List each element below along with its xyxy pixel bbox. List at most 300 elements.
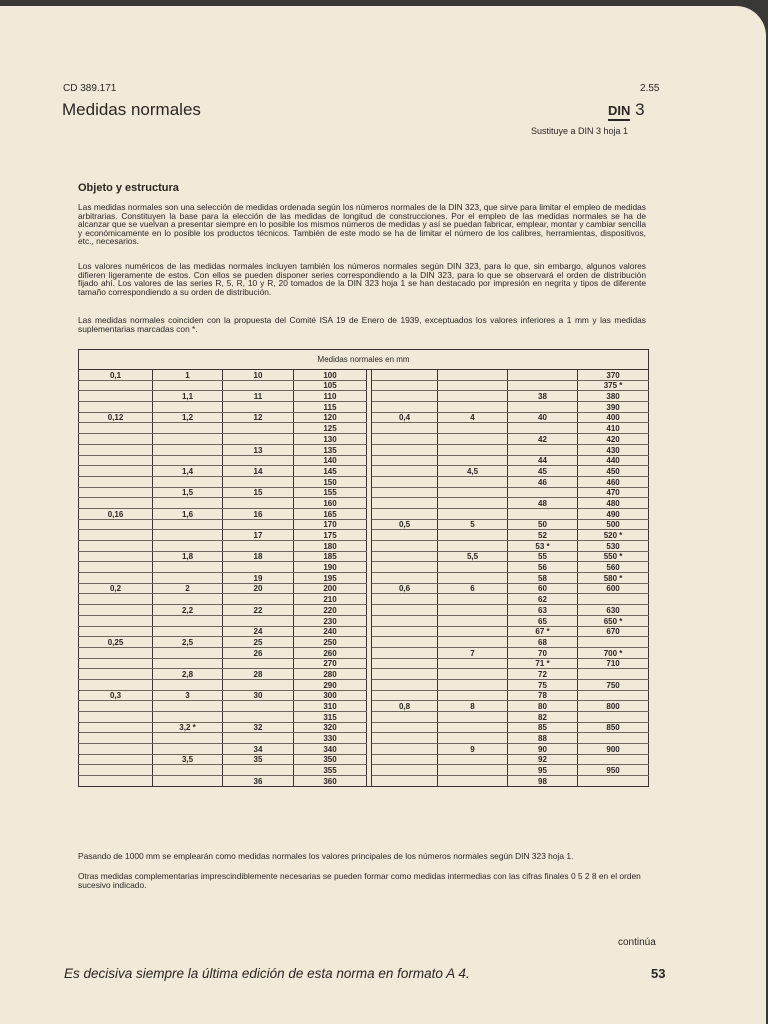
- table-row: [79, 562, 649, 573]
- table-cell: 170: [294, 519, 367, 530]
- table-cell: 2,2: [153, 605, 223, 616]
- table-cell: [438, 487, 508, 498]
- table-cell: [438, 776, 508, 787]
- table-cell: 9: [438, 744, 508, 755]
- table-cell: 58: [508, 573, 578, 584]
- table-cell: [372, 551, 438, 562]
- table-cell: 4: [438, 412, 508, 423]
- table-cell: 75: [508, 679, 578, 690]
- table-cell: 8: [438, 701, 508, 712]
- table-cell: 18: [223, 551, 294, 562]
- table-cell: 30: [223, 690, 294, 701]
- table-row: [79, 626, 649, 637]
- table-cell: 520 *: [578, 530, 649, 541]
- table-row: [79, 541, 649, 552]
- table-cell: 130: [294, 434, 367, 445]
- table-cell: 3: [153, 690, 223, 701]
- table-cell: 550 *: [578, 551, 649, 562]
- table-cell: [372, 562, 438, 573]
- table-row: [79, 519, 649, 530]
- table-cell: 315: [294, 712, 367, 723]
- table-cell: [438, 733, 508, 744]
- table-row: [79, 712, 649, 723]
- table-row: [79, 466, 649, 477]
- table-cell: 175: [294, 530, 367, 541]
- table-cell: 1,4: [153, 466, 223, 477]
- table-cell: 450: [578, 466, 649, 477]
- table-cell: 63: [508, 605, 578, 616]
- table-cell: 700 *: [578, 647, 649, 658]
- continues-label: continúa: [618, 937, 656, 948]
- table-cell: [79, 530, 153, 541]
- paragraph: Las medidas normales coinciden con la propuesta del Comité ISA 19 de Enero de 1939, exceptuados los valores inferiores a 1 mm y las medidas suplementarias marcadas con *.: [78, 315, 646, 334]
- table-cell: 16: [223, 508, 294, 519]
- table-cell: [79, 391, 153, 402]
- paragraph: Las medidas normales son una selección de medidas ordenada según los números normales de la DIN 323, que sirve para limitar el empleo de medidas arbitrarias. Constituyen la base para la elección de las medidas de longitud de construcciones. Por el empleo de las medidas normales se ha de alcanzar que se vuelvan a presentar siempre en lo posible los mismos números de medidas y así se puedan fabricar, emplear, montar y cambiar sencilla y económicamente en lo posible los productos técnicos. También de este modo se ha de limitar el número de los calibres, herramientas, dispositivos, etc., necesarios.: [78, 202, 646, 247]
- table-cell: 1,1: [153, 391, 223, 402]
- table-cell: 22: [223, 605, 294, 616]
- table-cell: 110: [294, 391, 367, 402]
- table-row: [79, 434, 649, 445]
- table-cell: 7: [438, 647, 508, 658]
- table-cell: 60: [508, 583, 578, 594]
- table-row: [79, 690, 649, 701]
- table-cell: 410: [578, 423, 649, 434]
- table-cell: 3,2 *: [153, 722, 223, 733]
- table-cell: 105: [294, 380, 367, 391]
- table-cell: [79, 541, 153, 552]
- document-cd-code: CD 389.171: [63, 83, 117, 94]
- table-cell: 56: [508, 562, 578, 573]
- table-cell: [223, 455, 294, 466]
- table-cell: [79, 551, 153, 562]
- table-cell: [223, 701, 294, 712]
- din-standard-label: [608, 100, 645, 120]
- table-cell: 40: [508, 412, 578, 423]
- table-cell: 355: [294, 765, 367, 776]
- table-cell: [79, 380, 153, 391]
- table-cell: 360: [294, 776, 367, 787]
- table-cell: 53 *: [508, 541, 578, 552]
- table-cell: [372, 669, 438, 680]
- table-row: [79, 455, 649, 466]
- table-cell: [372, 776, 438, 787]
- table-cell: 195: [294, 573, 367, 584]
- table-cell: 240: [294, 626, 367, 637]
- table-cell: 850: [578, 722, 649, 733]
- table-cell: 10: [223, 370, 294, 381]
- table-row: [79, 423, 649, 434]
- table-cell: [79, 647, 153, 658]
- table-row: [79, 594, 649, 605]
- table-cell: [508, 380, 578, 391]
- table-cell: 375 *: [578, 380, 649, 391]
- table-cell: [508, 370, 578, 381]
- table-cell: [153, 594, 223, 605]
- table-cell: 480: [578, 498, 649, 509]
- table-cell: [372, 658, 438, 669]
- footnote: Otras medidas complementarias imprescindiblemente necesarias se pueden formar como medidas intermedias con las cifras finales 0 5 2 8 en el orden sucesivo indicado.: [78, 871, 641, 890]
- table-cell: 460: [578, 476, 649, 487]
- table-row: [79, 498, 649, 509]
- table-cell: [79, 626, 153, 637]
- table-cell: 52: [508, 530, 578, 541]
- table-row: [79, 487, 649, 498]
- table-cell: [223, 765, 294, 776]
- table-cell: [438, 573, 508, 584]
- table-cell: 3,5: [153, 754, 223, 765]
- table-row: [79, 583, 649, 594]
- table-cell: [372, 754, 438, 765]
- footer-note: Es decisiva siempre la última edición de esta norma en formato A 4.: [64, 966, 470, 981]
- table-cell: [79, 605, 153, 616]
- table-cell: 20: [223, 583, 294, 594]
- table-cell: [438, 455, 508, 466]
- table-cell: [153, 519, 223, 530]
- table-cell: [79, 658, 153, 669]
- table-cell: [372, 679, 438, 690]
- table-cell: [223, 712, 294, 723]
- table-cell: [372, 733, 438, 744]
- table-cell: 1,5: [153, 487, 223, 498]
- table-cell: 0,25: [79, 637, 153, 648]
- table-cell: 26: [223, 647, 294, 658]
- table-cell: 650 *: [578, 615, 649, 626]
- table-cell: [79, 679, 153, 690]
- table-cell: 67 *: [508, 626, 578, 637]
- table-cell: 580 *: [578, 573, 649, 584]
- table-row: [79, 754, 649, 765]
- table-cell: [79, 744, 153, 755]
- table-cell: 220: [294, 605, 367, 616]
- table-cell: [223, 562, 294, 573]
- table-cell: 80: [508, 701, 578, 712]
- table-row: [79, 679, 649, 690]
- table-cell: 92: [508, 754, 578, 765]
- table-cell: [223, 541, 294, 552]
- section-heading: Objeto y estructura: [78, 182, 179, 194]
- table-row: [79, 476, 649, 487]
- page-number: 53: [651, 966, 666, 981]
- table-cell: [372, 594, 438, 605]
- table-cell: 140: [294, 455, 367, 466]
- table-cell: [79, 434, 153, 445]
- table-cell: 600: [578, 583, 649, 594]
- table-cell: [578, 754, 649, 765]
- table-cell: 28: [223, 669, 294, 680]
- table-cell: [223, 380, 294, 391]
- table-cell: 36: [223, 776, 294, 787]
- table-cell: [79, 498, 153, 509]
- table-cell: [79, 765, 153, 776]
- table-row: [79, 573, 649, 584]
- document-page: [0, 6, 766, 1024]
- table-cell: [79, 476, 153, 487]
- table-cell: [223, 423, 294, 434]
- table-cell: [153, 444, 223, 455]
- table-cell: [508, 444, 578, 455]
- table-cell: 42: [508, 434, 578, 445]
- table-cell: [372, 626, 438, 637]
- table-cell: [438, 423, 508, 434]
- paragraph: Los valores numéricos de las medidas normales incluyen también los números normales según DIN 323, para lo que, sin embargo, algunos valores difieren ligeramente de estos. Con ellos se pueden disponer series correspondiendo a la DIN 323, para lo que se observará el orden de distribución fijado ahí. Los valores de las series R, 5, R, 10 y R, 20 tomados de la DIN 323 hoja 1 se han destacado por impresión en negrita y tipos de diferente tamaño correspondiendo a su orden de distribución.: [78, 261, 646, 297]
- table-cell: [372, 647, 438, 658]
- table-cell: [438, 594, 508, 605]
- table-cell: [153, 647, 223, 658]
- table-cell: 150: [294, 476, 367, 487]
- table-row: [79, 765, 649, 776]
- table-cell: 180: [294, 541, 367, 552]
- table-row: [79, 733, 649, 744]
- table-cell: [153, 679, 223, 690]
- table-cell: [372, 370, 438, 381]
- table-row: [79, 530, 649, 541]
- table-cell: 500: [578, 519, 649, 530]
- table-cell: [79, 722, 153, 733]
- table-cell: [438, 615, 508, 626]
- table-cell: 200: [294, 583, 367, 594]
- table-cell: 800: [578, 701, 649, 712]
- table-cell: [372, 541, 438, 552]
- table-cell: [372, 765, 438, 776]
- table-cell: 0,2: [79, 583, 153, 594]
- table-cell: [578, 690, 649, 701]
- table-cell: [153, 498, 223, 509]
- table-row: [79, 551, 649, 562]
- table-cell: [438, 530, 508, 541]
- table-cell: [438, 444, 508, 455]
- table-cell: 62: [508, 594, 578, 605]
- table-cell: 11: [223, 391, 294, 402]
- din-label: DIN: [608, 103, 630, 121]
- table-cell: [153, 615, 223, 626]
- normal-dimensions-table: [78, 349, 649, 787]
- table-cell: [372, 690, 438, 701]
- table-cell: 560: [578, 562, 649, 573]
- table-cell: 0,3: [79, 690, 153, 701]
- table-cell: 670: [578, 626, 649, 637]
- table-cell: [372, 434, 438, 445]
- table-cell: [372, 605, 438, 616]
- table-cell: [79, 444, 153, 455]
- table-cell: [438, 712, 508, 723]
- table-row: [79, 391, 649, 402]
- table-cell: [372, 573, 438, 584]
- table-row: [79, 669, 649, 680]
- table-row: [79, 776, 649, 787]
- table-caption: Medidas normales en mm: [79, 350, 649, 370]
- table-row: [79, 637, 649, 648]
- table-cell: 24: [223, 626, 294, 637]
- table-cell: [372, 637, 438, 648]
- table-cell: 950: [578, 765, 649, 776]
- table-cell: [372, 402, 438, 413]
- table-cell: [153, 712, 223, 723]
- table-cell: [79, 487, 153, 498]
- table-cell: 270: [294, 658, 367, 669]
- table-cell: [223, 733, 294, 744]
- table-cell: 210: [294, 594, 367, 605]
- table-cell: 55: [508, 551, 578, 562]
- table-cell: [79, 594, 153, 605]
- table-cell: 185: [294, 551, 367, 562]
- table-row: [79, 605, 649, 616]
- table-cell: 19: [223, 573, 294, 584]
- table-cell: 46: [508, 476, 578, 487]
- table-cell: 12: [223, 412, 294, 423]
- table-cell: 2,5: [153, 637, 223, 648]
- table-cell: [153, 476, 223, 487]
- table-row: [79, 744, 649, 755]
- table-cell: 71 *: [508, 658, 578, 669]
- table-cell: 15: [223, 487, 294, 498]
- table-cell: [578, 776, 649, 787]
- table-cell: 32: [223, 722, 294, 733]
- table-cell: [372, 380, 438, 391]
- table-cell: [153, 658, 223, 669]
- table-cell: [153, 776, 223, 787]
- table-cell: [438, 679, 508, 690]
- table-cell: [223, 402, 294, 413]
- table-cell: 6: [438, 583, 508, 594]
- table-cell: [153, 402, 223, 413]
- table-cell: 290: [294, 679, 367, 690]
- table-cell: [438, 434, 508, 445]
- table-cell: [438, 380, 508, 391]
- table-cell: [153, 626, 223, 637]
- table-cell: [438, 669, 508, 680]
- table-cell: [153, 541, 223, 552]
- table-cell: [438, 562, 508, 573]
- table-cell: 900: [578, 744, 649, 755]
- table-cell: [153, 765, 223, 776]
- table-cell: 145: [294, 466, 367, 477]
- table-cell: [153, 573, 223, 584]
- table-cell: 470: [578, 487, 649, 498]
- table-cell: 17: [223, 530, 294, 541]
- table-row: [79, 380, 649, 391]
- table-cell: 95: [508, 765, 578, 776]
- table-cell: 65: [508, 615, 578, 626]
- table-cell: [223, 434, 294, 445]
- table-cell: 0,5: [372, 519, 438, 530]
- table-row: [79, 370, 649, 381]
- table-cell: [79, 776, 153, 787]
- table-cell: [438, 722, 508, 733]
- table-cell: 88: [508, 733, 578, 744]
- table-cell: [438, 637, 508, 648]
- table-cell: 25: [223, 637, 294, 648]
- table-cell: [223, 594, 294, 605]
- table-cell: [223, 615, 294, 626]
- footnote: Pasando de 1000 mm se emplearán como medidas normales los valores principales de los números normales según DIN 323 hoja 1.: [78, 851, 574, 861]
- page-title: Medidas normales: [62, 100, 201, 119]
- table-cell: 710: [578, 658, 649, 669]
- table-cell: [372, 476, 438, 487]
- table-cell: [438, 605, 508, 616]
- table-cell: 250: [294, 637, 367, 648]
- table-cell: 0,4: [372, 412, 438, 423]
- table-cell: 82: [508, 712, 578, 723]
- table-cell: [438, 765, 508, 776]
- table-cell: [438, 658, 508, 669]
- table-cell: [79, 712, 153, 723]
- table-cell: 2,8: [153, 669, 223, 680]
- table-cell: [578, 637, 649, 648]
- table-cell: 0,1: [79, 370, 153, 381]
- table-row: [79, 701, 649, 712]
- table-cell: [508, 508, 578, 519]
- table-cell: 230: [294, 615, 367, 626]
- table-cell: 5,5: [438, 551, 508, 562]
- table-cell: [153, 434, 223, 445]
- table-row: [79, 647, 649, 658]
- table-cell: 260: [294, 647, 367, 658]
- table-row: [79, 722, 649, 733]
- table-cell: [79, 573, 153, 584]
- table-cell: [153, 423, 223, 434]
- table-cell: [79, 615, 153, 626]
- table-cell: [223, 498, 294, 509]
- table-cell: 430: [578, 444, 649, 455]
- table-cell: [372, 712, 438, 723]
- table-cell: [153, 455, 223, 466]
- table-cell: [438, 754, 508, 765]
- substitution-note: Sustituye a DIN 3 hoja 1: [531, 126, 629, 136]
- table-cell: [372, 391, 438, 402]
- table-cell: 350: [294, 754, 367, 765]
- table-row: [79, 444, 649, 455]
- table-cell: 4,5: [438, 466, 508, 477]
- table-cell: [508, 487, 578, 498]
- table-cell: 750: [578, 679, 649, 690]
- table-cell: 190: [294, 562, 367, 573]
- table-cell: [372, 615, 438, 626]
- table-cell: 155: [294, 487, 367, 498]
- table-cell: [372, 744, 438, 755]
- table-cell: [578, 594, 649, 605]
- table-cell: [79, 519, 153, 530]
- table-cell: 160: [294, 498, 367, 509]
- table-cell: [438, 391, 508, 402]
- table-cell: [223, 476, 294, 487]
- table-cell: 135: [294, 444, 367, 455]
- table-cell: [223, 658, 294, 669]
- table-cell: 165: [294, 508, 367, 519]
- table-cell: [438, 508, 508, 519]
- table-cell: 13: [223, 444, 294, 455]
- table-cell: 44: [508, 455, 578, 466]
- table-cell: [438, 370, 508, 381]
- table-cell: [79, 455, 153, 466]
- table-cell: [153, 701, 223, 712]
- table-cell: [438, 402, 508, 413]
- table-cell: 1,2: [153, 412, 223, 423]
- table-cell: [578, 733, 649, 744]
- table-row: [79, 508, 649, 519]
- table-cell: 90: [508, 744, 578, 755]
- table-cell: 0,12: [79, 412, 153, 423]
- table-cell: 5: [438, 519, 508, 530]
- table-cell: [438, 476, 508, 487]
- table-cell: [508, 402, 578, 413]
- table-cell: 35: [223, 754, 294, 765]
- table-cell: [79, 562, 153, 573]
- table-cell: 420: [578, 434, 649, 445]
- table-cell: [223, 679, 294, 690]
- table-cell: [372, 498, 438, 509]
- table-cell: [438, 541, 508, 552]
